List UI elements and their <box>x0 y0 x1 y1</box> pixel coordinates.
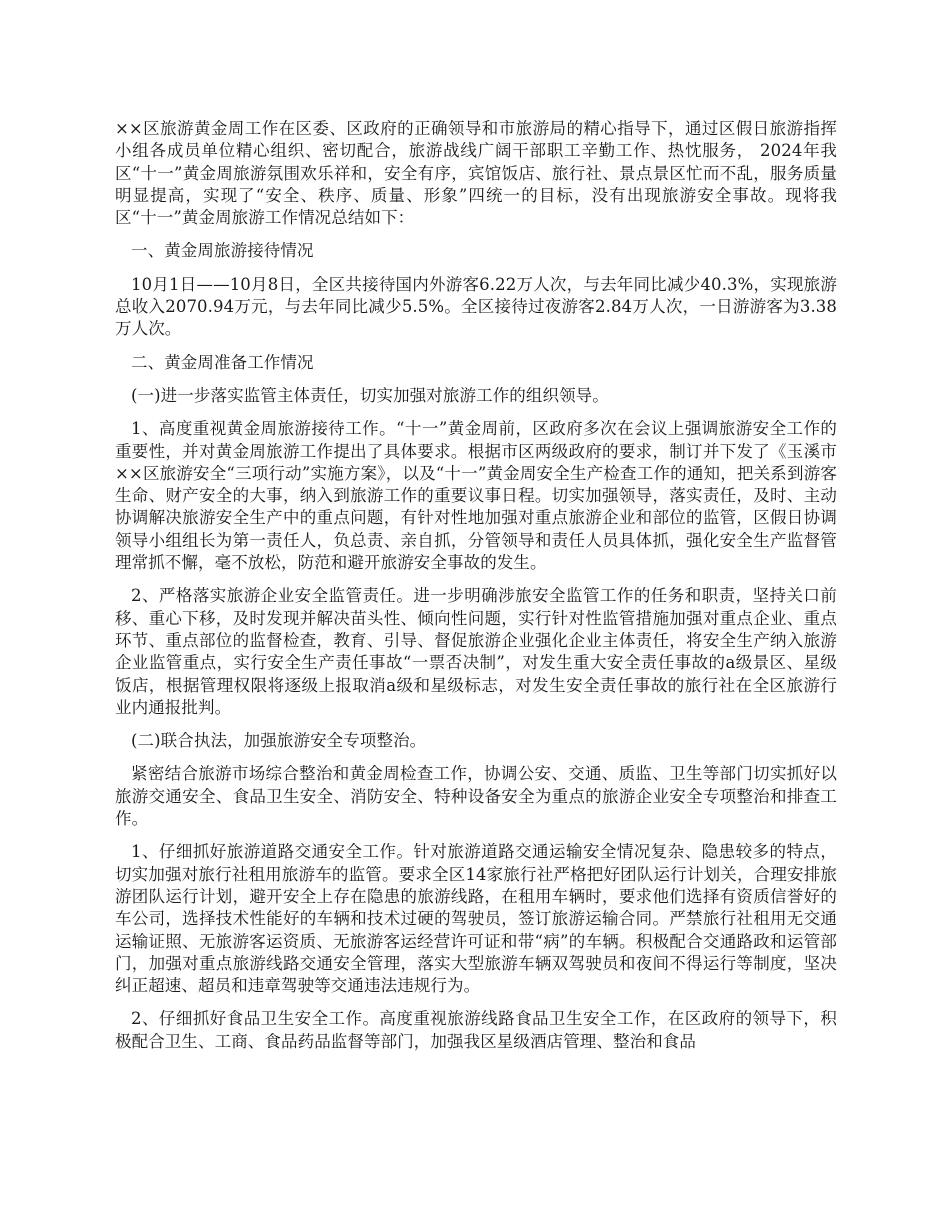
reception-paragraph: 10月1日——10月8日，全区共接待国内外游客6.22万人次，与去年同比减少40.3%，实现旅游总收入2070.94万元，与去年同比减少5.5%。全区接待过夜游客2.84万人次，一日游游客为3.38万人次。 <box>115 274 837 339</box>
section-heading-preparation: 二、黄金周准备工作情况 <box>131 352 314 372</box>
document-body <box>115 118 837 1064</box>
subsection-heading-enforcement: (二)联合执法，加强旅游安全专项整治。 <box>131 731 427 751</box>
paragraph-traffic-safety: 1、仔细抓好旅游道路交通安全工作。针对旅游道路交通运输安全情况复杂、隐患较多的特点，切实加强对旅行社租用旅游车的监管。要求全区14家旅行社严格把好团队运行计划关，合理安排旅游团队运行计划，避开安全上存在隐患的旅游线路，在租用车辆时，要求他们选择有资质信誉好的车公司，选择技术性能好的车辆和技术过硬的驾驶员，签订旅游运输合同。严禁旅行社租用无交通运输证照、无旅游客运资质、无旅游客运经营许可证和带“病”的车辆。积极配合交通路政和运管部门，加强对重点旅游线路交通安全管理，落实大型旅游车辆双驾驶员和夜间不得运行等制度，坚决纠正超速、超员和违章驾驶等交通违法违规行为。 <box>115 842 837 996</box>
enforcement-paragraph: 紧密结合旅游市场综合整治和黄金周检查工作，协调公安、交通、质监、卫生等部门切实抓好以旅游交通安全、食品卫生安全、消防安全、特种设备安全为重点的旅游企业安全专项整治和排查工作。 <box>115 764 837 829</box>
section-heading-reception: 一、黄金周旅游接待情况 <box>131 241 314 261</box>
paragraph-item-2: 2、严格落实旅游企业安全监管责任。进一步明确涉旅安全监管工作的任务和职责，坚持关口前移、重心下移，及时发现并解决苗头性、倾向性问题，实行针对性监管措施加强对重点企业、重点环节、重点部位的监督检查，教育、引导、督促旅游企业强化企业主体责任，将安全生产纳入旅游企业监管重点，实行安全生产责任事故“一票否决制”，对发生重大安全责任事故的a级景区、星级饭店，根据管理权限将逐级上报取消a级和星级标志，对发生安全责任事故的旅行社在全区旅游行业内通报批判。 <box>115 586 837 717</box>
subsection-heading-responsibility: (一)进一步落实监管主体责任，切实加强对旅游工作的组织领导。 <box>131 385 609 405</box>
paragraph-food-safety: 2、仔细抓好食品卫生安全工作。高度重视旅游线路食品卫生安全工作，在区政府的领导下，积极配合卫生、工商、食品药品监督等部门，加强我区星级酒店管理、整治和食品 <box>115 1009 837 1051</box>
paragraph-item-1: 1、高度重视黄金周旅游接待工作。“十一”黄金周前，区政府多次在会议上强调旅游安全工作的重要性，并对黄金周旅游工作提出了具体要求。根据市区两级政府的要求，制订并下发了《玉溪市××区旅游安全“三项行动”实施方案》，以及“十一”黄金周安全生产检查工作的通知，把关系到游客生命、财产安全的大事，纳入到旅游工作的重要议事日程。切实加强领导，落实责任，及时、主动协调解决旅游安全生产中的重点问题，有针对性地加强对重点旅游企业和部位的监管，区假日协调领导小组组长为第一责任人，负总责、亲自抓，分管领导和责任人员具体抓，强化安全生产监督管理常抓不懈，毫不放松，防范和避开旅游安全事故的发生。 <box>115 419 837 573</box>
intro-paragraph: ××区旅游黄金周工作在区委、区政府的正确领导和市旅游局的精心指导下，通过区假日旅游指挥小组各成员单位精心组织、密切配合，旅游战线广阔干部职工辛勤工作、热忱服务， 2024年我区“十一”黄金周旅游氛围欢乐祥和，安全有序，宾馆饭店、旅行社、景点景区忙而不乱，服务质量明显提高，实现了“安全、秩序、质量、形象”四统一的目标，没有出现旅游安全事故。现将我区“十一”黄金周旅游工作情况总结如下： <box>115 119 837 228</box>
